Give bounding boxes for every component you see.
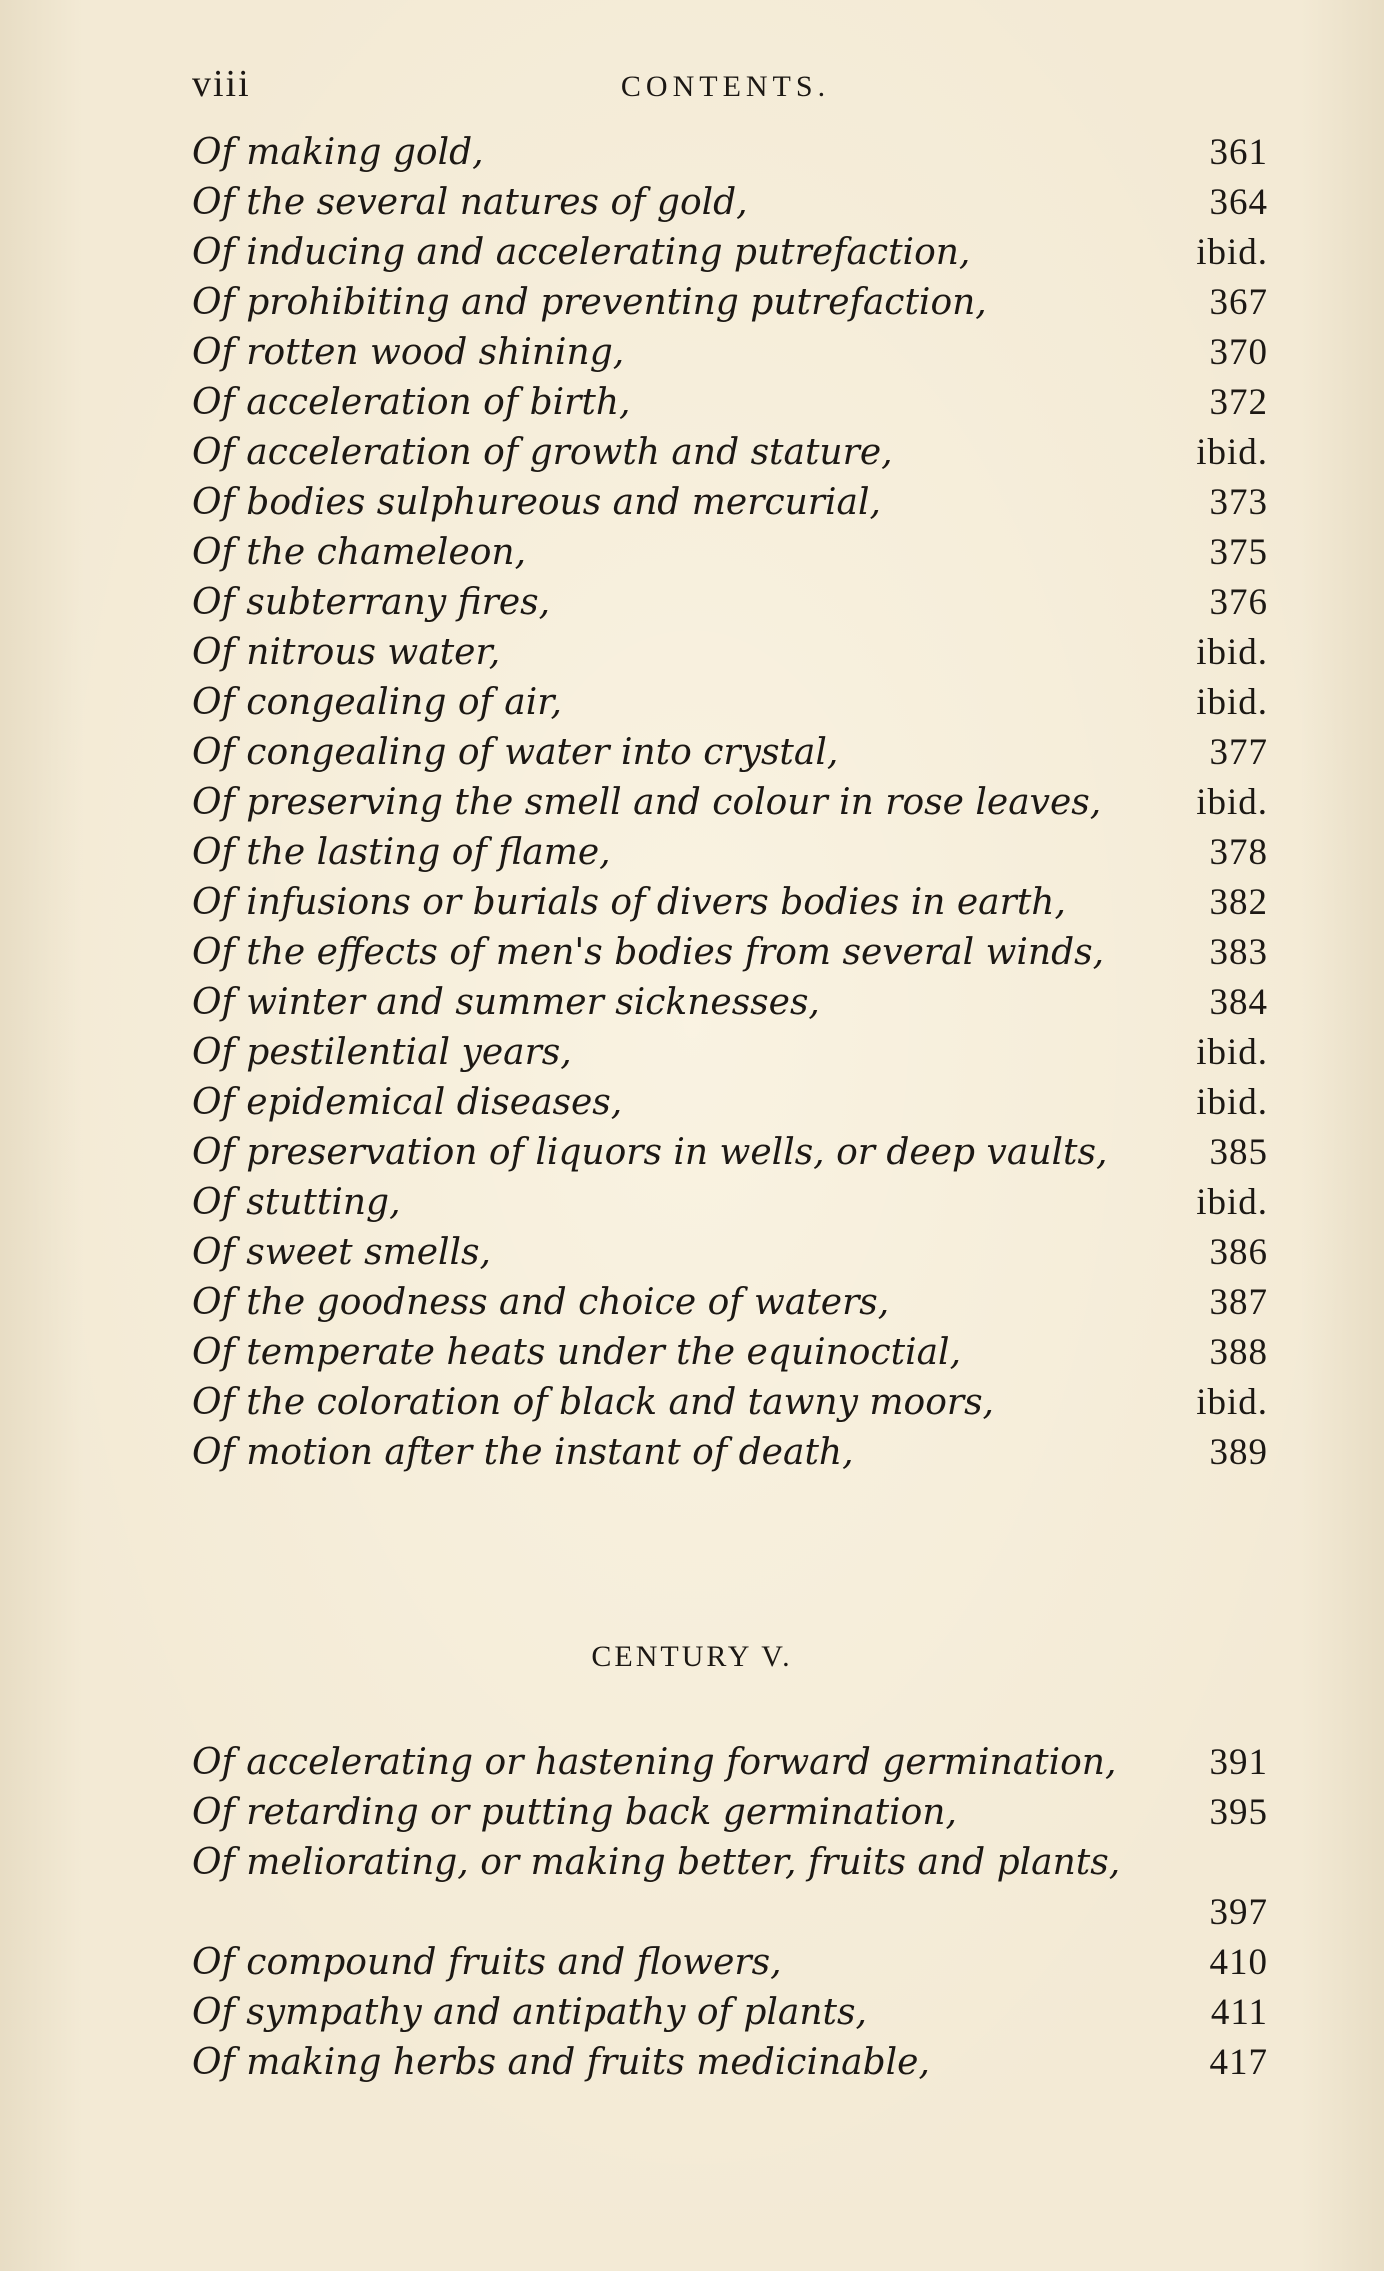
section-heading: CENTURY V.	[591, 1640, 793, 1673]
entry-title: Of retarding or putting back germination,	[192, 1792, 957, 1833]
contents-entry	[192, 1938, 1268, 1988]
entry-title: Of inducing and accelerating putrefaction,	[192, 232, 971, 273]
entry-page: 389	[1209, 1432, 1268, 1473]
entry-title: Of acceleration of birth,	[192, 382, 631, 423]
entry-title: Of winter and summer sicknesses,	[192, 982, 820, 1023]
entry-title: Of temperate heats under the equinoctial,	[192, 1332, 962, 1373]
contents-entry	[192, 1128, 1268, 1178]
running-head: CONTENTS.	[620, 70, 831, 103]
contents-entry	[192, 578, 1268, 628]
entry-page: ibid.	[1196, 682, 1268, 723]
entry-page: 364	[1209, 182, 1268, 223]
entry-page: 373	[1209, 482, 1268, 523]
entry-title: Of the effects of men's bodies from several winds,	[192, 932, 1105, 973]
contents-entry	[192, 1328, 1268, 1378]
contents-entry	[192, 1738, 1268, 1788]
entry-title: Of the goodness and choice of waters,	[192, 1282, 890, 1323]
entry-page: 386	[1209, 1232, 1268, 1273]
contents-entry	[192, 978, 1268, 1028]
contents-entry	[192, 528, 1268, 578]
contents-entry	[192, 378, 1268, 428]
entry-page: 367	[1209, 282, 1268, 323]
contents-entry	[192, 928, 1268, 978]
entry-title: Of sweet smells,	[192, 1232, 491, 1273]
entry-title: Of preserving the smell and colour in rose leaves,	[192, 782, 1102, 823]
page-header	[192, 62, 1259, 112]
entry-title: Of nitrous water,	[192, 632, 501, 673]
entry-page: 376	[1209, 582, 1268, 623]
entry-page: 417	[1209, 2042, 1268, 2083]
contents-entry	[192, 478, 1268, 528]
entry-title: Of motion after the instant of death,	[192, 1432, 854, 1473]
entry-page: 372	[1209, 382, 1268, 423]
contents-entry	[192, 1178, 1268, 1228]
contents-entry	[192, 1838, 1268, 1938]
contents-entry	[192, 428, 1268, 478]
contents-entry	[192, 328, 1268, 378]
entry-title: Of the coloration of black and tawny moors,	[192, 1382, 995, 1423]
entry-title: Of prohibiting and preventing putrefaction,	[192, 282, 987, 323]
entry-title: Of pestilential years,	[192, 1032, 572, 1073]
entry-page: ibid.	[1196, 232, 1268, 273]
contents-entry	[192, 228, 1268, 278]
entry-page: 397	[1209, 1892, 1268, 1933]
contents-entry	[192, 728, 1268, 778]
entry-page: ibid.	[1196, 1082, 1268, 1123]
entry-title: Of the lasting of flame,	[192, 832, 611, 873]
entry-page: ibid.	[1196, 782, 1268, 823]
century-v-contents-list	[192, 1738, 1268, 2088]
entry-page: 378	[1209, 832, 1268, 873]
entry-title: Of stutting,	[192, 1182, 401, 1223]
entry-page: ibid.	[1196, 632, 1268, 673]
contents-entry	[192, 178, 1268, 228]
page-number: viii	[192, 63, 251, 105]
entry-page: 385	[1209, 1132, 1268, 1173]
entry-page: 370	[1209, 332, 1268, 373]
entry-title: Of the several natures of gold,	[192, 182, 748, 223]
entry-page: 388	[1209, 1332, 1268, 1373]
entry-page: 387	[1209, 1282, 1268, 1323]
entry-title: Of bodies sulphureous and mercurial,	[192, 482, 881, 523]
entry-page: ibid.	[1196, 1032, 1268, 1073]
contents-entry	[192, 778, 1268, 828]
entry-title: Of making herbs and fruits medicinable,	[192, 2042, 930, 2083]
entry-title: Of accelerating or hastening forward germination,	[192, 1742, 1117, 1783]
entry-title: Of sympathy and antipathy of plants,	[192, 1992, 867, 2033]
entry-title: Of epidemical diseases,	[192, 1082, 623, 1123]
entry-page: 395	[1209, 1792, 1268, 1833]
entry-title: Of the chameleon,	[192, 532, 527, 573]
entry-title: Of congealing of air,	[192, 682, 562, 723]
contents-entry	[192, 628, 1268, 678]
entry-page: ibid.	[1196, 432, 1268, 473]
entry-page: 383	[1209, 932, 1268, 973]
entry-page: ibid.	[1196, 1382, 1268, 1423]
contents-entry	[192, 1228, 1268, 1278]
entry-title: Of compound fruits and flowers,	[192, 1942, 782, 1983]
contents-entry	[192, 1378, 1268, 1428]
entry-title: Of congealing of water into crystal,	[192, 732, 839, 773]
entry-page: 410	[1209, 1942, 1268, 1983]
entry-page: 382	[1209, 882, 1268, 923]
entry-page: ibid.	[1196, 1182, 1268, 1223]
contents-entry	[192, 1078, 1268, 1128]
entry-title: Of acceleration of growth and stature,	[192, 432, 893, 473]
contents-list	[192, 128, 1268, 1478]
entry-page: 377	[1209, 732, 1268, 773]
entry-page: 375	[1209, 532, 1268, 573]
contents-entry	[192, 128, 1268, 178]
contents-entry	[192, 1278, 1268, 1328]
contents-entry	[192, 1788, 1268, 1838]
entry-title: Of meliorating, or making better, fruits and plants,	[192, 1842, 1121, 1883]
entry-title: Of infusions or burials of divers bodies in earth,	[192, 882, 1066, 923]
contents-entry	[192, 828, 1268, 878]
entry-page: 391	[1209, 1742, 1268, 1783]
contents-entry	[192, 678, 1268, 728]
contents-entry	[192, 2038, 1268, 2088]
entry-title: Of rotten wood shining,	[192, 332, 625, 373]
entry-page: 411	[1210, 1992, 1268, 2033]
contents-entry	[192, 1428, 1268, 1478]
contents-entry	[192, 278, 1268, 328]
entry-title: Of preservation of liquors in wells, or deep vaults,	[192, 1132, 1108, 1173]
entry-title: Of making gold,	[192, 132, 484, 173]
entry-title: Of subterrany fires,	[192, 582, 551, 623]
entry-page: 361	[1209, 132, 1268, 173]
contents-entry	[192, 1988, 1268, 2038]
entry-page: 384	[1209, 982, 1268, 1023]
contents-entry	[192, 878, 1268, 928]
contents-entry	[192, 1028, 1268, 1078]
